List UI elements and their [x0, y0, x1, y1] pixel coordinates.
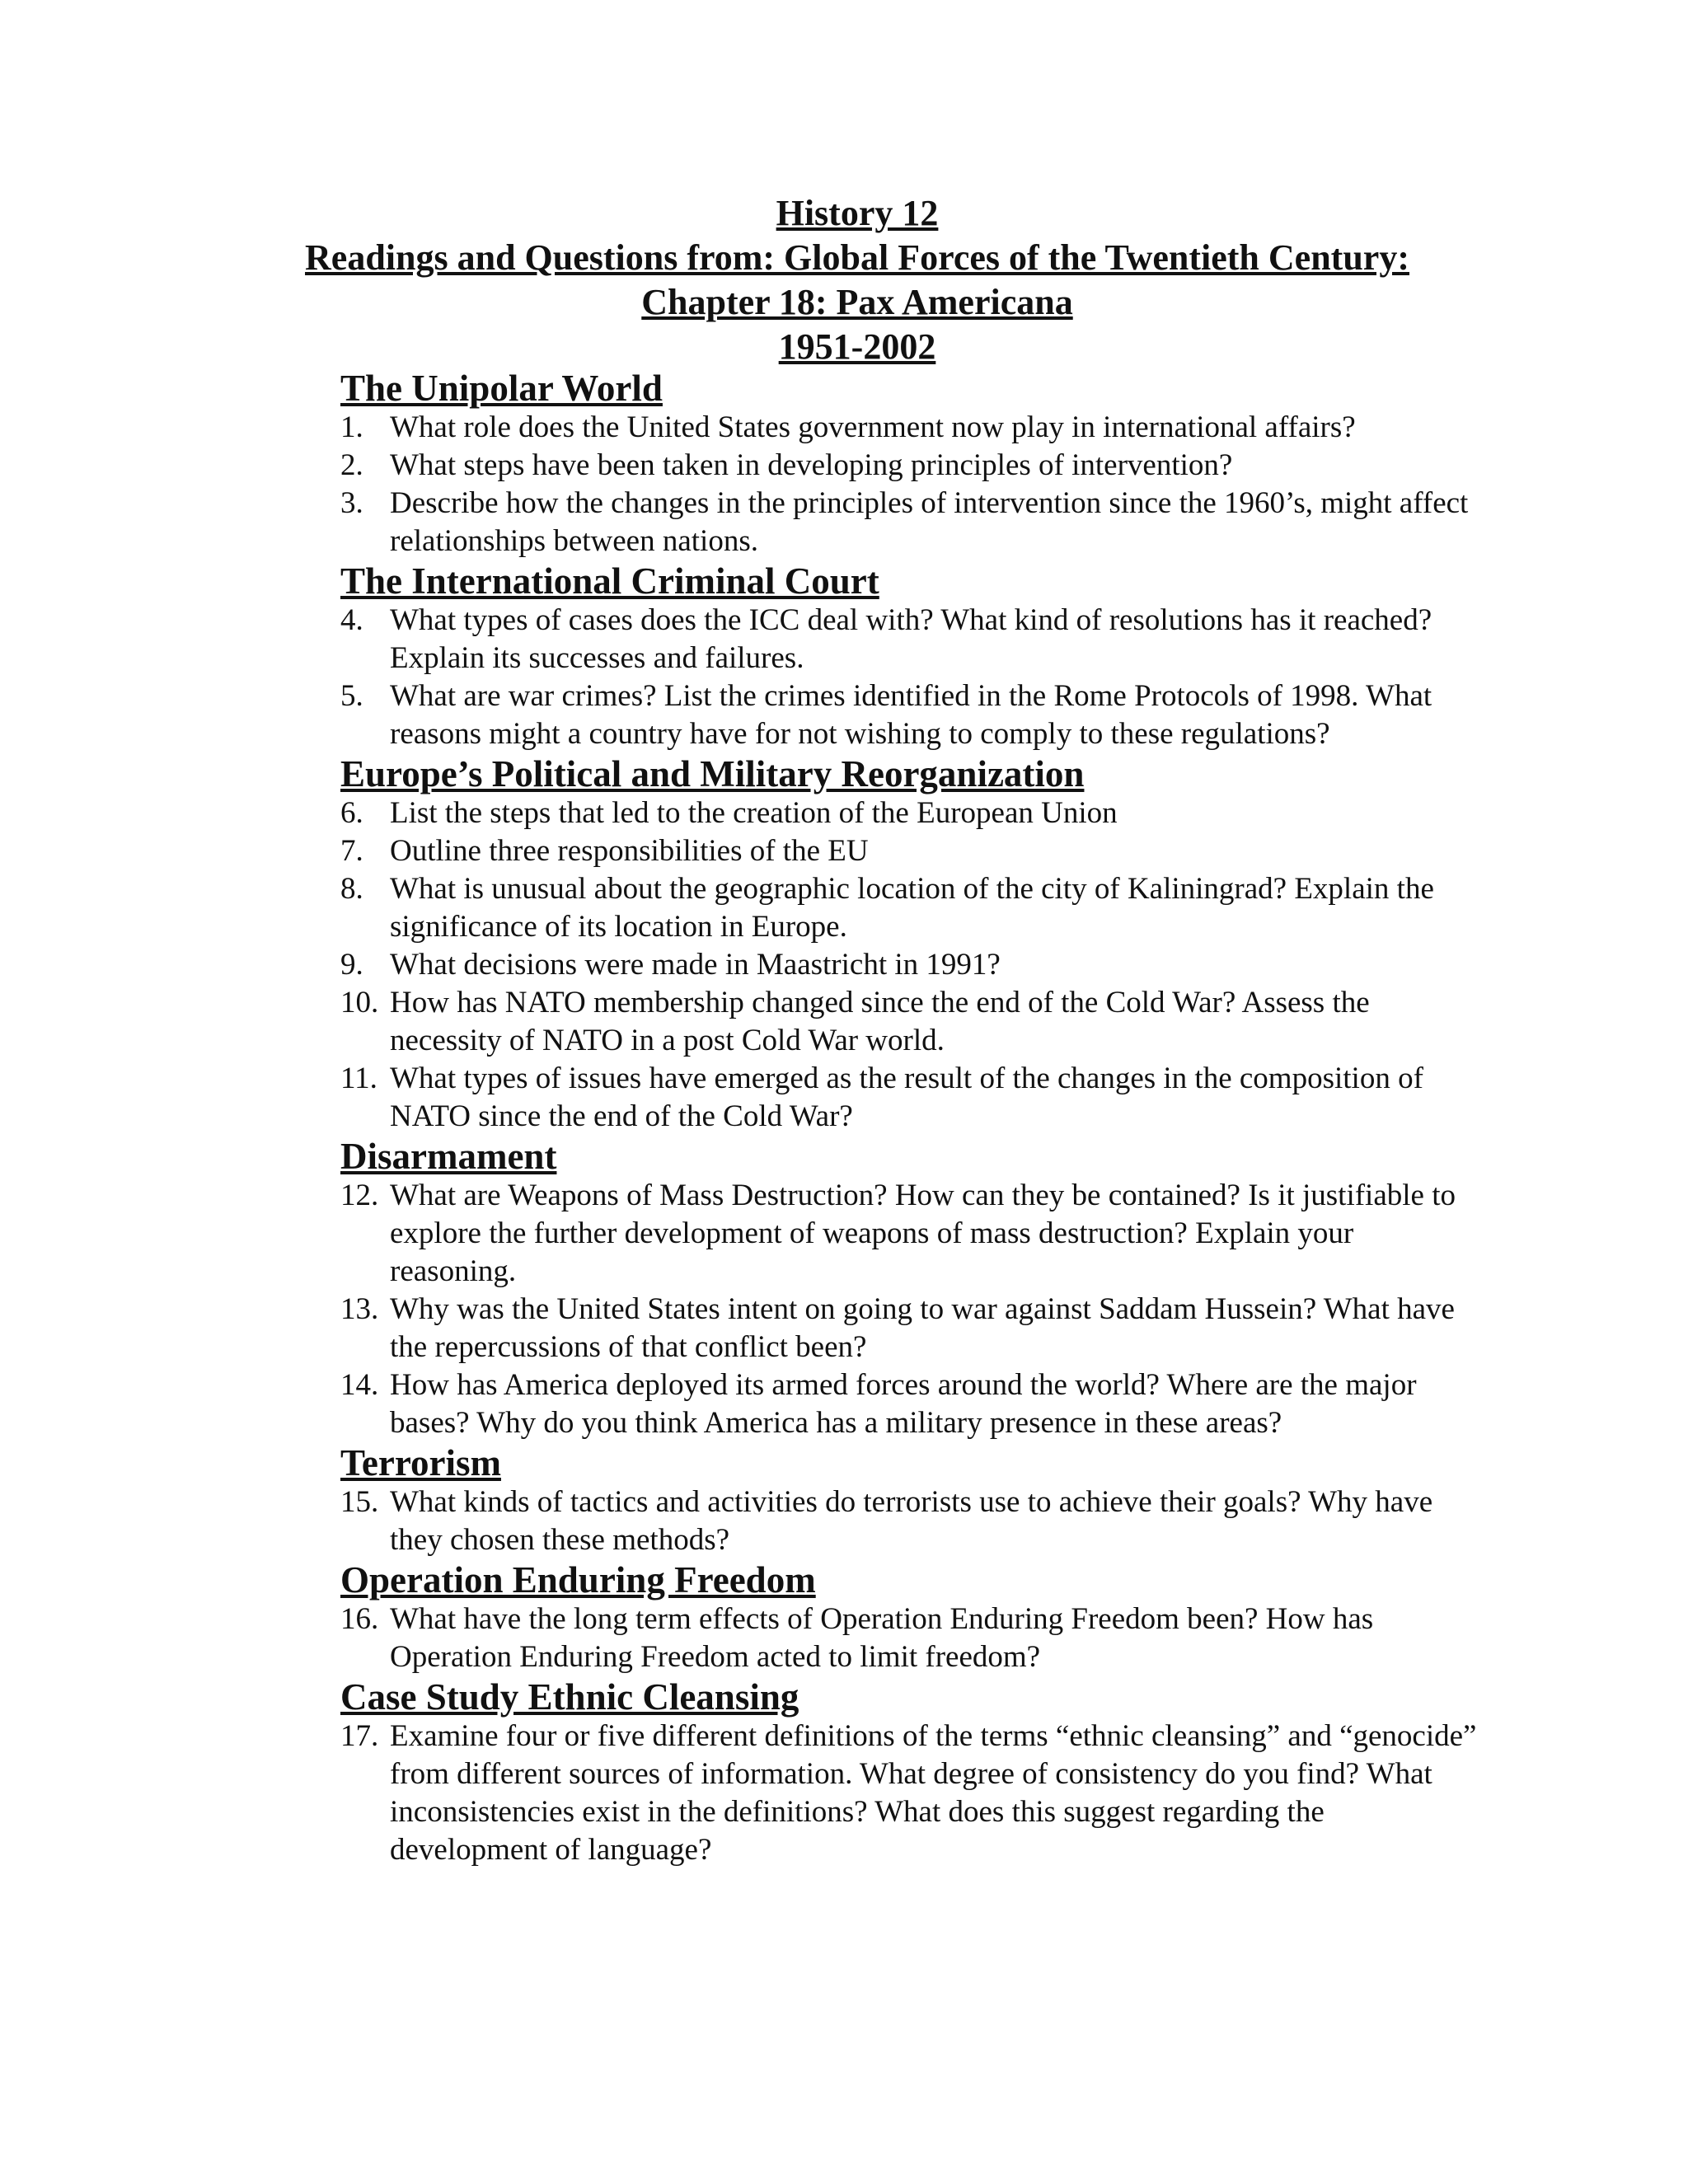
question-item — [340, 602, 1478, 677]
question-text: What decisions were made in Maastricht in 1991? — [390, 948, 1001, 982]
question-text: Why was the United States intent on going to war against Saddam Hussein? What have the repercussions of that conflict been? — [390, 1292, 1455, 1364]
question-number: 14. — [340, 1368, 379, 1402]
question-item — [340, 1366, 1478, 1442]
question-item — [340, 1060, 1478, 1136]
question-number: 13. — [340, 1292, 379, 1326]
question-number: 6. — [340, 796, 363, 830]
question-item — [340, 1177, 1478, 1291]
question-item — [340, 1483, 1478, 1559]
question-text: What have the long term effects of Operation Enduring Freedom been? How has Operation Enduring Freedom acted to limit freedom? — [390, 1602, 1374, 1674]
section-heading: The Unipolar World — [340, 368, 663, 409]
question-number: 5. — [340, 679, 363, 713]
question-text: Examine four or five different definitions of the terms “ethnic cleansing” and “genocide” from different sources of information. What degree of consistency do you find? What inconsistencies exist in the definitions? What does this suggest regarding the development of language? — [390, 1719, 1477, 1867]
question-item — [340, 485, 1478, 560]
section-operation-enduring-freedom — [340, 1559, 1478, 1676]
section-europe-reorganization — [340, 753, 1478, 1136]
question-item — [340, 984, 1478, 1060]
question-number: 3. — [340, 486, 363, 520]
question-text: What kinds of tactics and activities do terrorists use to achieve their goals? Why have they chosen these methods? — [390, 1485, 1433, 1557]
readings-title: Readings and Questions from: Global Forces of the Twentieth Century: — [305, 237, 1409, 278]
section-international-criminal-court — [340, 560, 1478, 753]
question-number: 8. — [340, 872, 363, 906]
question-number: 1. — [340, 410, 363, 444]
question-item — [340, 870, 1478, 946]
question-item — [340, 794, 1478, 832]
question-text: Outline three responsibilities of the EU — [390, 834, 869, 868]
question-text: What steps have been taken in developing principles of intervention? — [390, 448, 1233, 482]
section-heading: Disarmament — [340, 1136, 557, 1177]
document-title-block — [247, 191, 1467, 369]
chapter-title: Chapter 18: Pax Americana — [641, 282, 1073, 322]
section-heading: Terrorism — [340, 1442, 501, 1483]
date-range-title: 1951-2002 — [778, 326, 936, 367]
section-terrorism — [340, 1442, 1478, 1559]
section-unipolar-world — [340, 368, 1478, 560]
question-item — [340, 946, 1478, 984]
question-number: 2. — [340, 448, 363, 482]
question-number: 17. — [340, 1719, 379, 1753]
question-item — [340, 409, 1478, 447]
question-text: How has America deployed its armed forces around the world? Where are the major bases? Why do you think America has a military presence in these areas? — [390, 1368, 1417, 1440]
question-number: 12. — [340, 1179, 379, 1212]
question-number: 10. — [340, 986, 379, 1019]
question-item — [340, 1291, 1478, 1366]
section-heading: Case Study Ethnic Cleansing — [340, 1676, 799, 1718]
question-number: 4. — [340, 603, 363, 637]
question-item — [340, 677, 1478, 753]
question-list — [340, 368, 1478, 1869]
question-text: What are Weapons of Mass Destruction? How can they be contained? Is it justifiable to explore the further development of weapons of mass destruction? Explain your reasoning. — [390, 1179, 1456, 1288]
question-text: List the steps that led to the creation of the European Union — [390, 796, 1118, 830]
question-text: What are war crimes? List the crimes identified in the Rome Protocols of 1998. What reasons might a country have for not wishing to comply to these regulations? — [390, 679, 1432, 751]
section-heading: Europe’s Political and Military Reorganization — [340, 753, 1085, 794]
question-text: How has NATO membership changed since the end of the Cold War? Assess the necessity of NATO in a post Cold War world. — [390, 986, 1370, 1057]
course-title: History 12 — [776, 193, 939, 233]
question-item — [340, 1718, 1478, 1869]
section-case-study-ethnic-cleansing — [340, 1676, 1478, 1869]
question-number: 11. — [340, 1062, 377, 1095]
section-heading: Operation Enduring Freedom — [340, 1559, 816, 1601]
question-text: What types of cases does the ICC deal with? What kind of resolutions has it reached? Explain its successes and failures. — [390, 603, 1432, 675]
question-text: What role does the United States government now play in international affairs? — [390, 410, 1356, 444]
question-item — [340, 1601, 1478, 1676]
question-text: What types of issues have emerged as the result of the changes in the composition of NATO since the end of the Cold War? — [390, 1062, 1423, 1133]
question-number: 7. — [340, 834, 363, 868]
question-number: 15. — [340, 1485, 379, 1519]
question-item — [340, 832, 1478, 870]
question-item — [340, 447, 1478, 485]
section-heading: The International Criminal Court — [340, 560, 879, 602]
question-number: 16. — [340, 1602, 379, 1636]
question-number: 9. — [340, 948, 363, 982]
section-disarmament — [340, 1136, 1478, 1442]
question-text: Describe how the changes in the principles of intervention since the 1960’s, might affect relationships between nations. — [390, 486, 1469, 558]
question-text: What is unusual about the geographic location of the city of Kaliningrad? Explain the significance of its location in Europe. — [390, 872, 1434, 944]
